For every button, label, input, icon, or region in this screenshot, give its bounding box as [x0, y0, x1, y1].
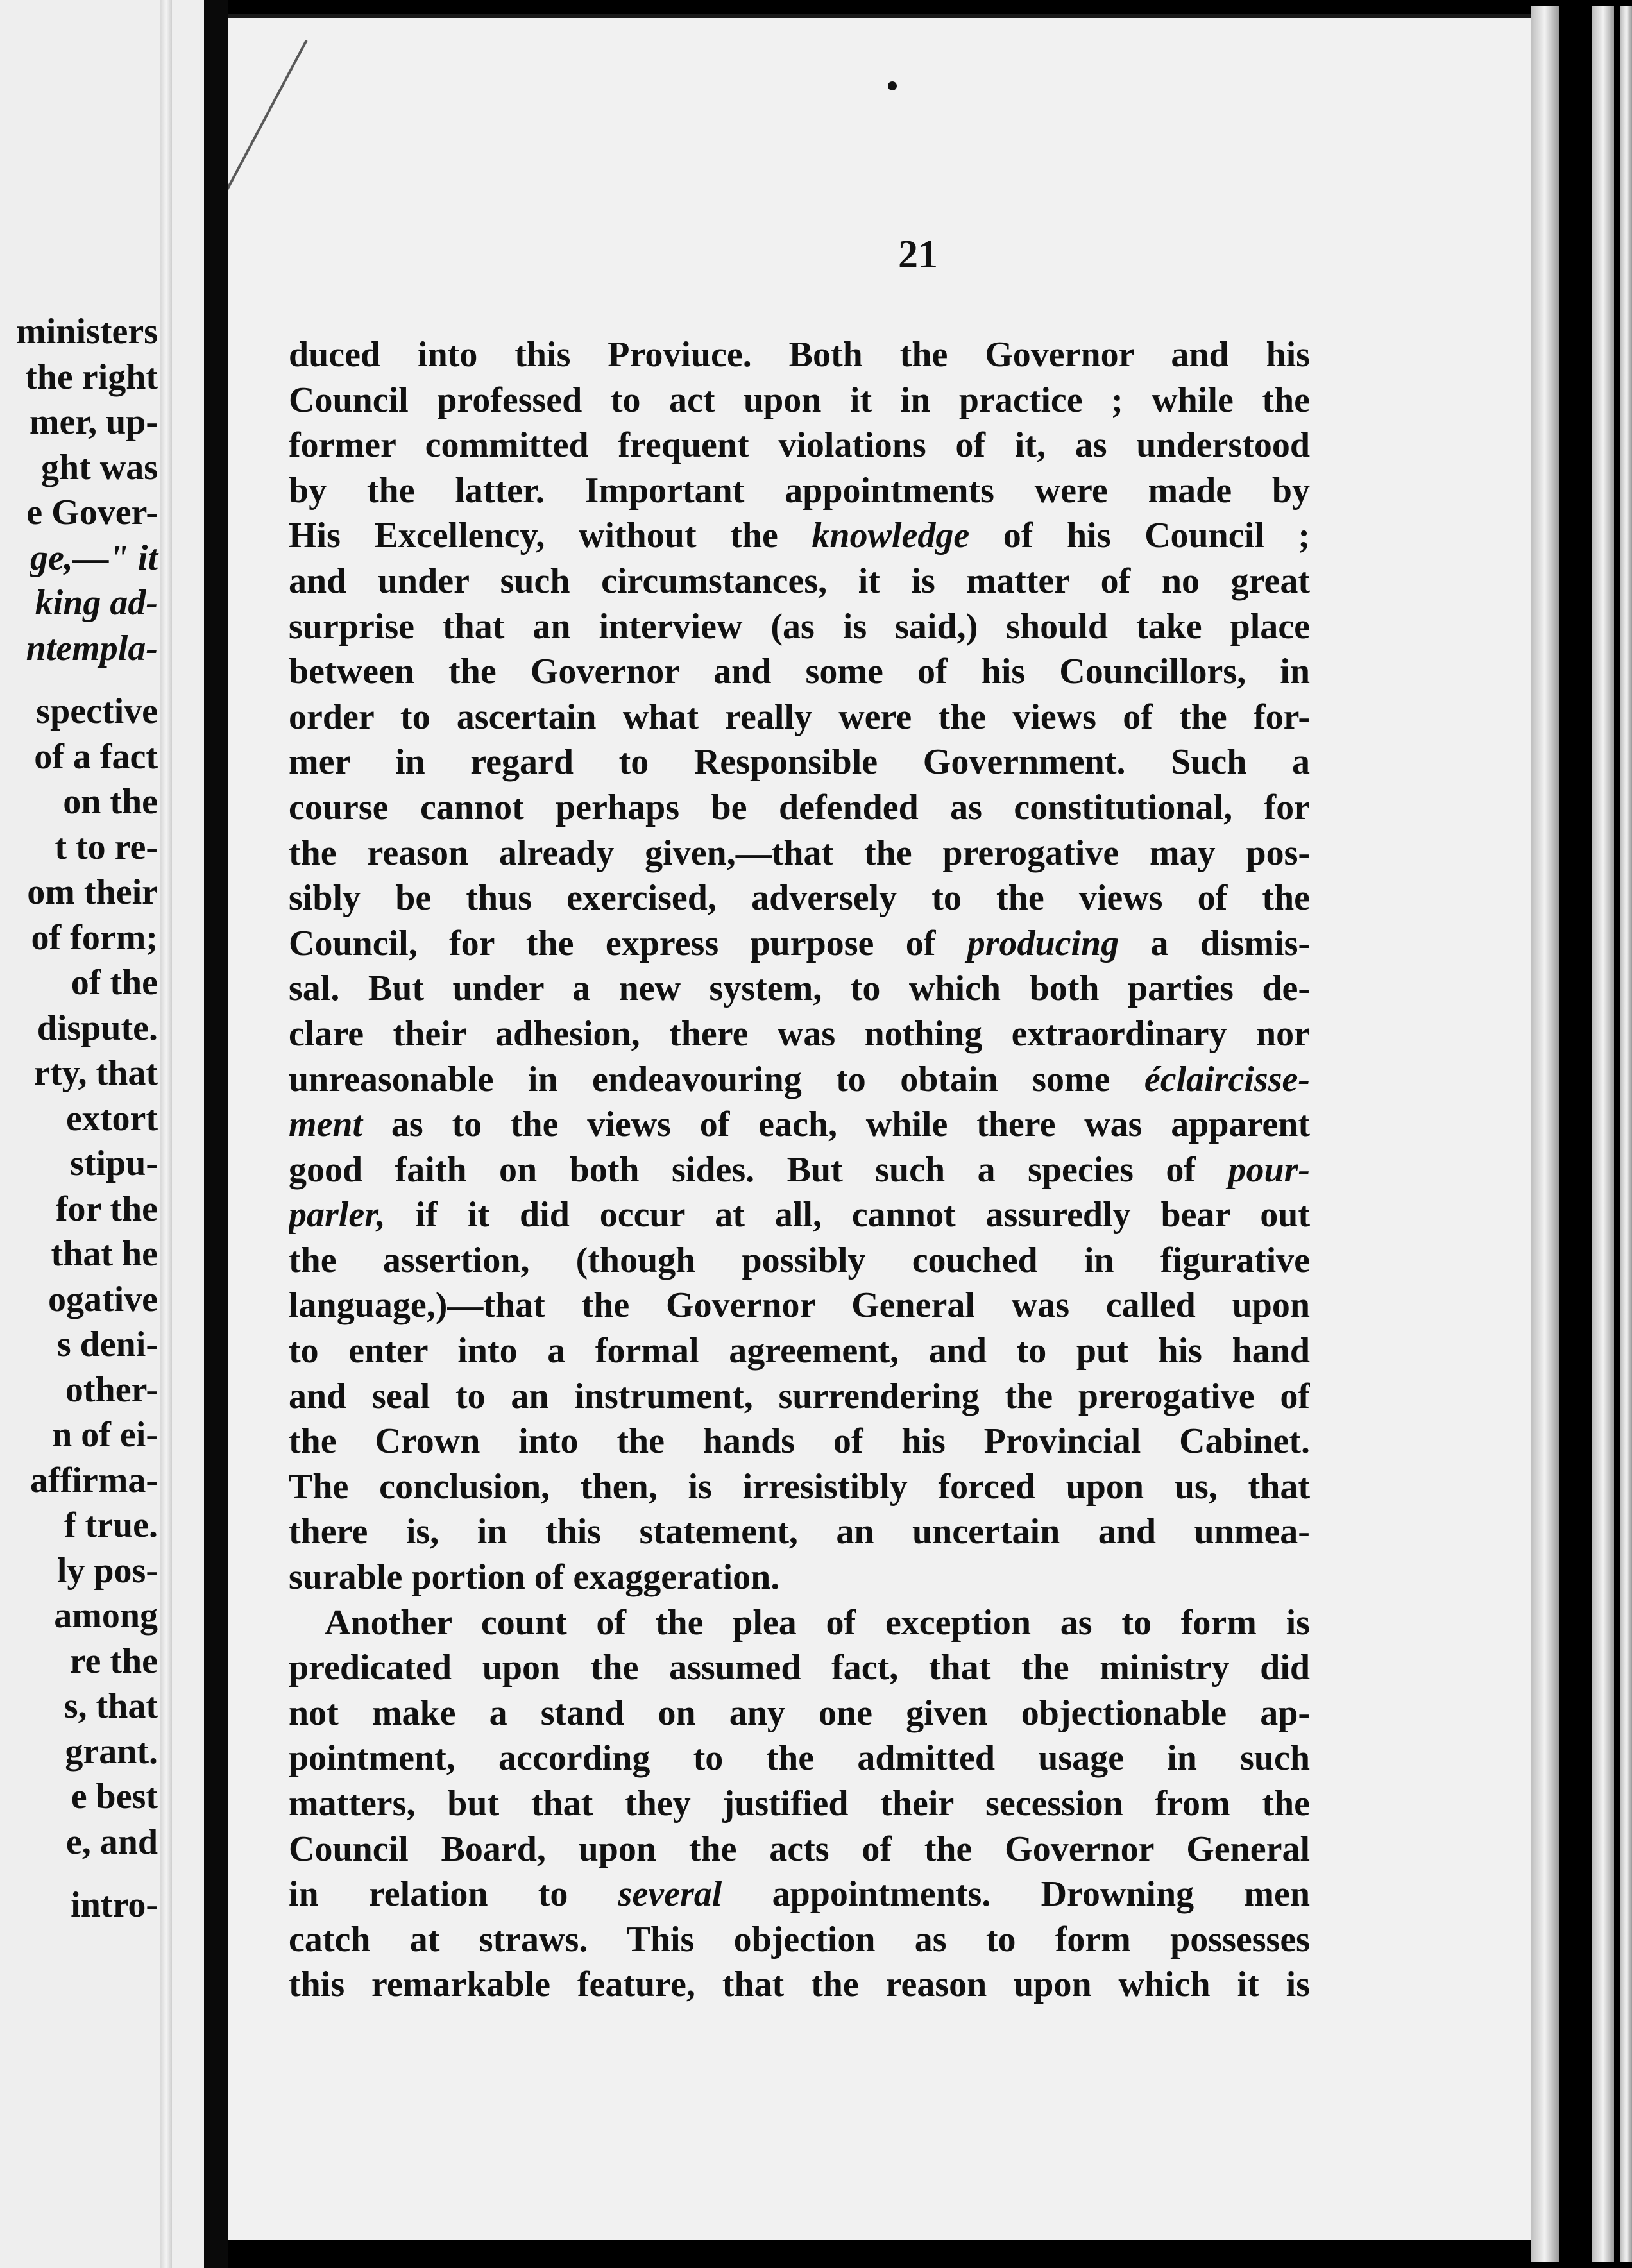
- facing-line: ministers: [16, 312, 158, 351]
- facing-line: stipu-: [70, 1144, 158, 1183]
- page-edge: [1531, 6, 1559, 2262]
- text-line: the reason already given,—that the prerogative may pos-: [289, 833, 1310, 873]
- facing-line: n of ei-: [52, 1415, 158, 1455]
- text-line: matters, but that they justified their secession from the: [289, 1784, 1310, 1824]
- text-line: between the Governor and some of his Councillors, in: [289, 652, 1310, 692]
- text-line: duced into this Proviuce. Both the Governor and his: [289, 335, 1310, 375]
- facing-line: of form;: [31, 917, 158, 958]
- facing-line: ly pos-: [56, 1550, 158, 1591]
- facing-line: e Gover-: [26, 493, 158, 532]
- text-line: former committed frequent violations of it, as understood: [289, 425, 1310, 466]
- facing-line: s deni-: [56, 1324, 158, 1364]
- facing-line: king ad-: [35, 583, 158, 623]
- text-line: parler, if it did occur at all, cannot assuredly bear out: [289, 1195, 1310, 1235]
- text-line: catch at straws. This objection as to form possesses: [289, 1919, 1310, 1959]
- facing-line: mer, up-: [29, 402, 158, 442]
- facing-line: e best: [71, 1777, 158, 1816]
- text-line: Council professed to act upon it in practice ; while the: [289, 380, 1310, 420]
- facing-line: affirma-: [30, 1460, 158, 1500]
- facing-line: intro-: [71, 1885, 158, 1925]
- facing-line: om their: [27, 872, 158, 912]
- facing-line: t to re-: [55, 827, 158, 867]
- text-line: there is, in this statement, an uncertain and unmea-: [289, 1512, 1310, 1552]
- text-line: His Excellency, without the knowledge of his Council ;: [289, 516, 1310, 556]
- facing-line: on the: [63, 782, 158, 822]
- right-page-edges: [1531, 0, 1632, 2268]
- text-line: and under such circumstances, it is matter of no great: [289, 561, 1310, 601]
- text-line: this remarkable feature, that the reason upon which it is: [289, 1965, 1310, 2005]
- ink-dot: [888, 81, 897, 90]
- text-line: sibly be thus exercised, adversely to the views of the: [289, 878, 1310, 918]
- facing-line: ge,—" it: [30, 537, 158, 578]
- facing-line: among: [54, 1596, 158, 1636]
- main-page: [228, 14, 1531, 2240]
- page-number: 21: [898, 233, 938, 276]
- text-line: Council Board, upon the acts of the Governor General: [289, 1829, 1310, 1869]
- facing-line: for the: [55, 1189, 158, 1229]
- facing-line: rty, that: [34, 1053, 158, 1093]
- text-line: course cannot perhaps be defended as constitutional, for: [289, 787, 1310, 827]
- page-top-edge: [228, 14, 1531, 18]
- text-line: clare their adhesion, there was nothing extraordinary nor: [289, 1013, 1310, 1054]
- text-line: the assertion, (though possibly couched in figurative: [289, 1240, 1310, 1280]
- facing-line: of a fact: [34, 736, 158, 777]
- pencil-mark: [228, 40, 308, 256]
- text-line: The conclusion, then, is irresistibly forced upon us, that: [289, 1466, 1310, 1507]
- facing-page: [0, 0, 204, 2268]
- facing-line: other-: [65, 1369, 158, 1410]
- text-line: surprise that an interview (as is said,) should take place: [289, 606, 1310, 647]
- text-line: unreasonable in endeavouring to obtain some éclaircisse-: [289, 1059, 1310, 1099]
- text-line: pointment, according to the admitted usage in such: [289, 1738, 1310, 1779]
- facing-page-text: [16, 309, 158, 1928]
- facing-line: f true.: [64, 1505, 158, 1545]
- text-line: mer in regard to Responsible Government. Such a: [289, 742, 1310, 783]
- text-line: surable portion of exaggeration.: [289, 1557, 780, 1598]
- facing-line: extort: [65, 1098, 158, 1138]
- text-line: not make a stand on any one given objectionable ap-: [289, 1693, 1310, 1733]
- text-line: predicated upon the assumed fact, that the ministry did: [289, 1648, 1310, 1688]
- facing-line: s, that: [64, 1686, 158, 1726]
- facing-line: that he: [51, 1234, 158, 1274]
- facing-line: the right: [25, 357, 158, 397]
- book-spine: [204, 0, 228, 2268]
- facing-line: of the: [71, 963, 158, 1003]
- facing-line: re the: [69, 1641, 158, 1681]
- facing-line: ght was: [40, 447, 158, 487]
- text-line: sal. But under a new system, to which both parties de-: [289, 969, 1310, 1009]
- page-edge: [1620, 6, 1632, 2262]
- page-edge: [1592, 6, 1614, 2262]
- body-text: [289, 332, 1310, 2008]
- text-line: the Crown into the hands of his Provincial Cabinet.: [289, 1421, 1310, 1462]
- text-line: order to ascertain what really were the views of the for-: [289, 697, 1310, 737]
- facing-line: dispute.: [37, 1008, 158, 1048]
- facing-line: ogative: [47, 1279, 158, 1319]
- text-line: in relation to several appointments. Drowning men: [289, 1874, 1310, 1915]
- facing-line: ntempla-: [26, 628, 158, 668]
- text-line: ment as to the views of each, while there was apparent: [289, 1104, 1310, 1145]
- facing-line: spective: [36, 691, 158, 731]
- text-line: Council, for the express purpose of producing a dismis-: [289, 923, 1310, 963]
- text-line: and seal to an instrument, surrendering the prerogative of: [289, 1376, 1310, 1416]
- text-line: Another count of the plea of exception as to form is: [325, 1602, 1310, 1643]
- text-line: good faith on both sides. But such a species of pour-: [289, 1149, 1310, 1190]
- text-line: language,)—that the Governor General was called upon: [289, 1285, 1310, 1326]
- facing-line: grant.: [65, 1731, 158, 1772]
- facing-line: e, and: [65, 1822, 158, 1862]
- page-fold: [160, 0, 172, 2268]
- text-line: to enter into a formal agreement, and to put his hand: [289, 1331, 1310, 1371]
- text-line: by the latter. Important appointments were made by: [289, 470, 1310, 511]
